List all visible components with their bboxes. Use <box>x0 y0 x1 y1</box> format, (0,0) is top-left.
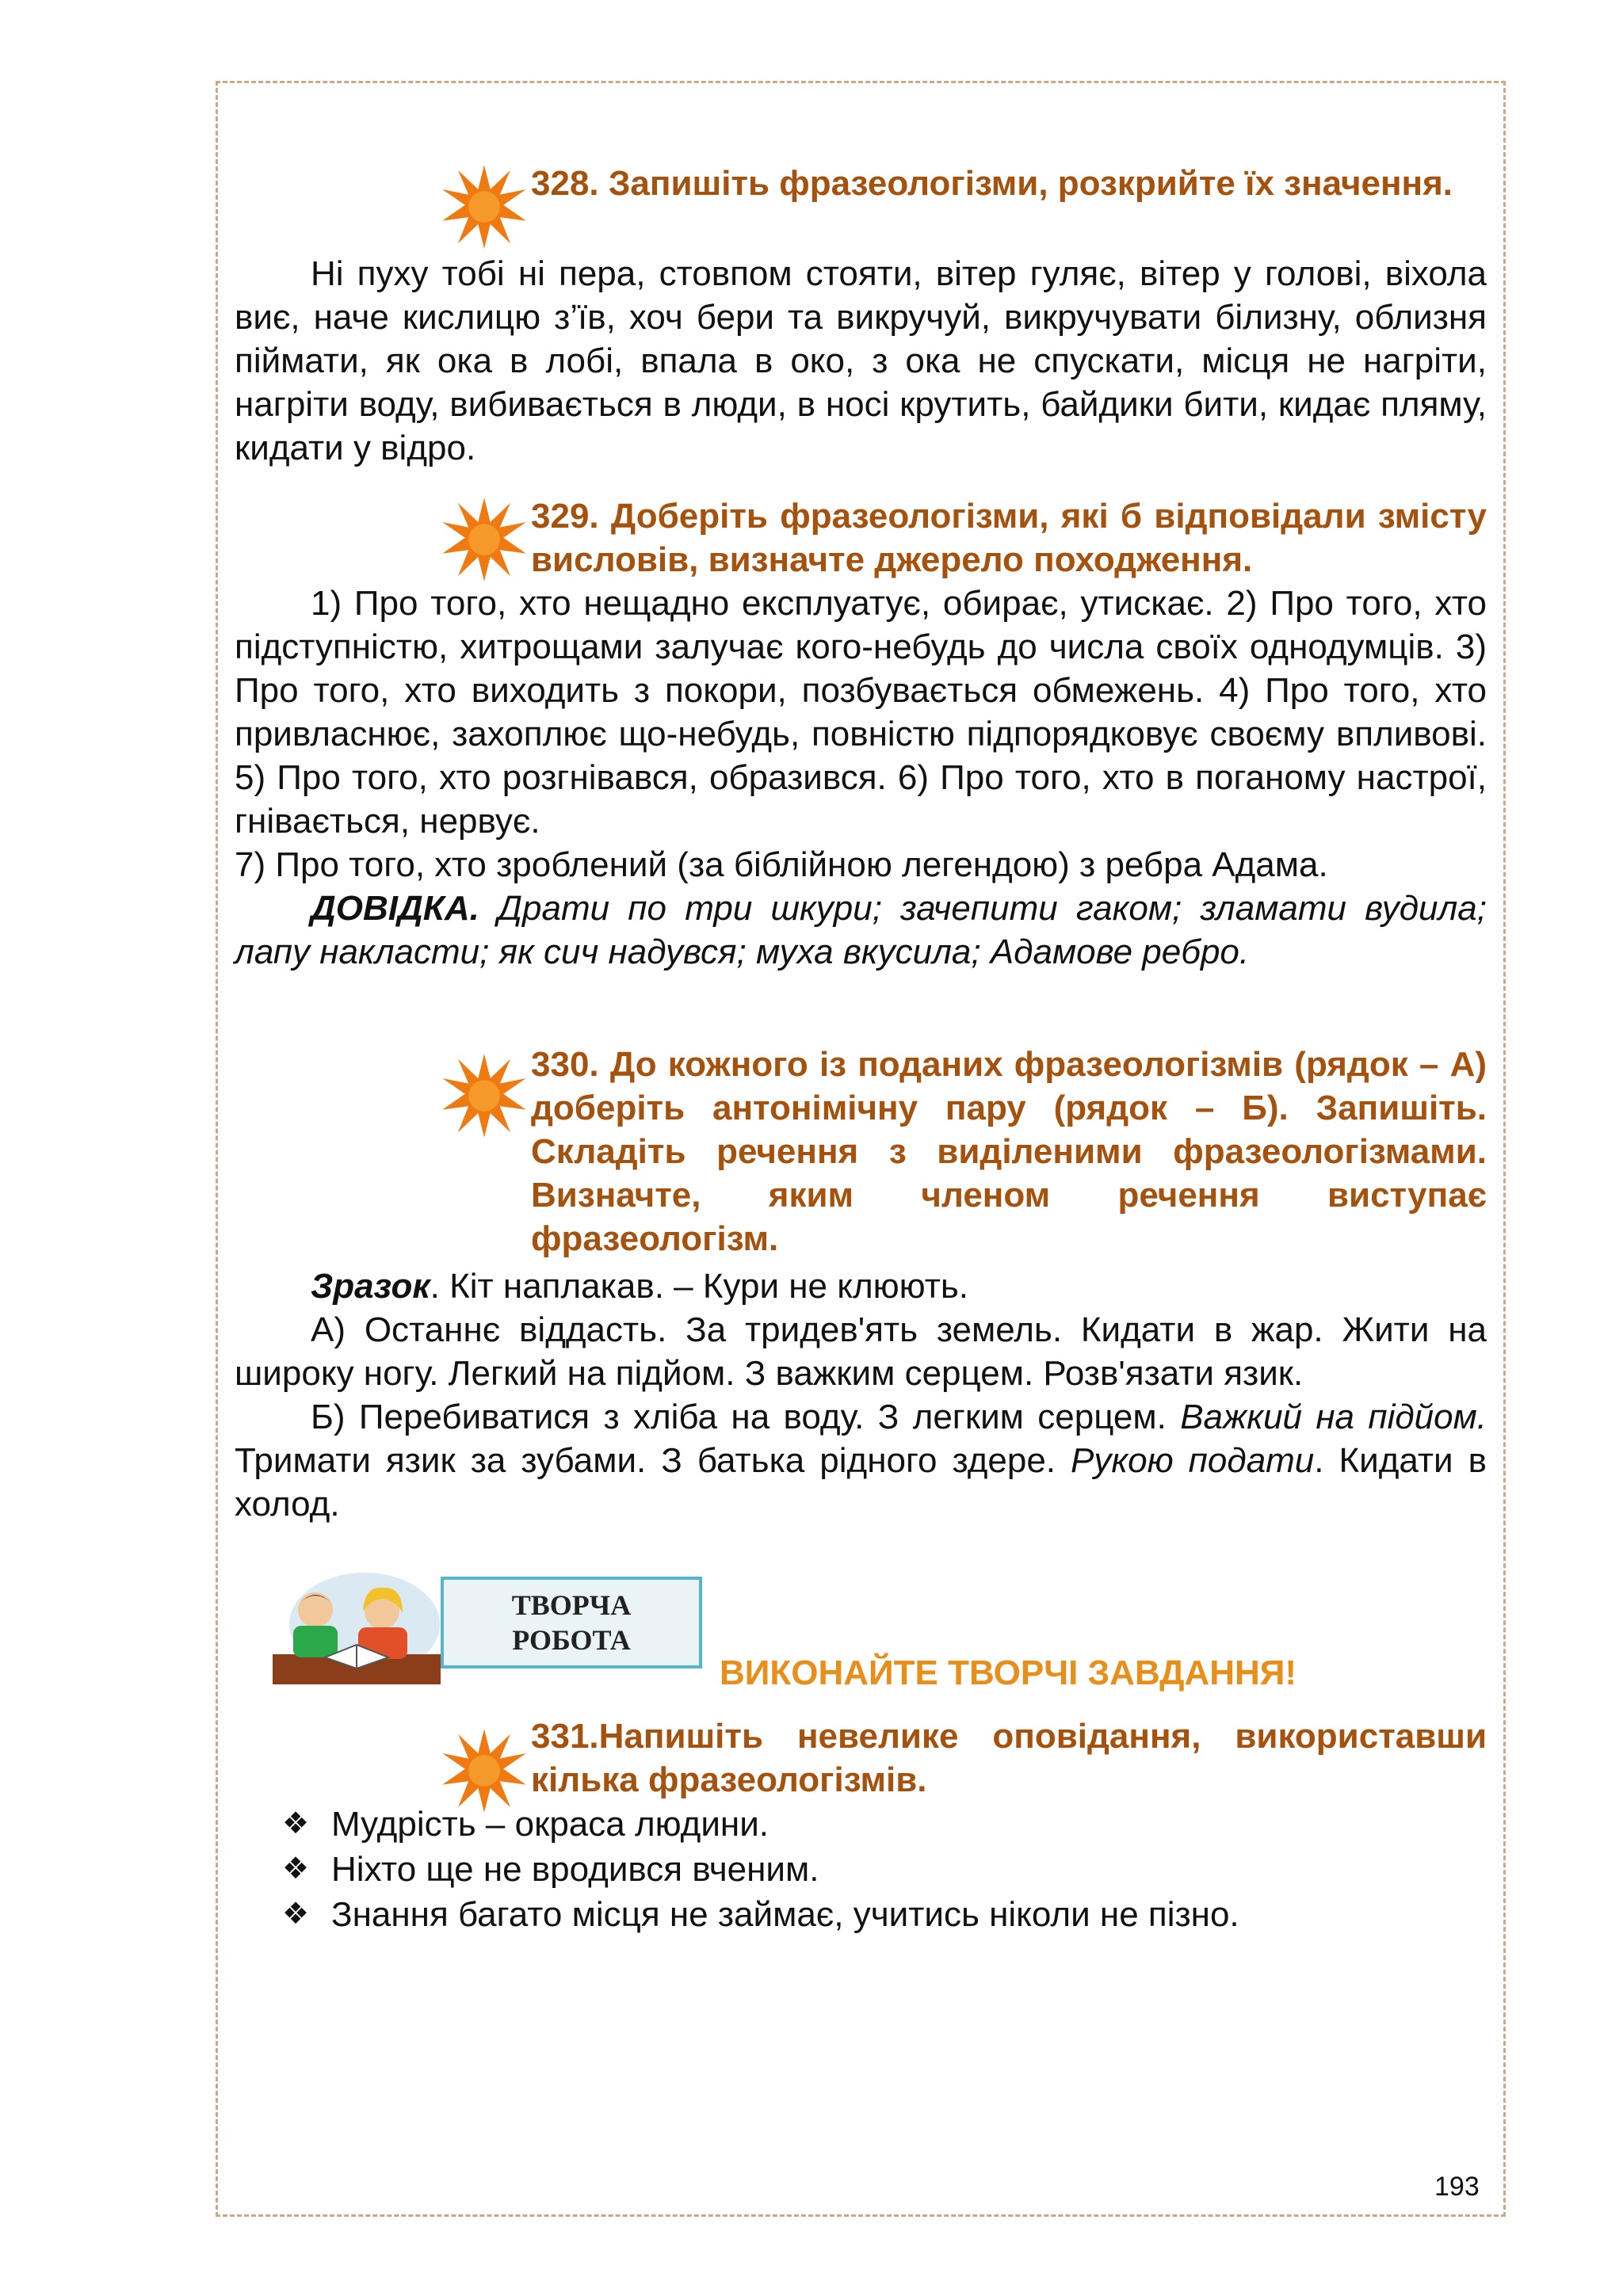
list-item <box>282 1802 1471 1847</box>
task-329-body <box>235 582 1487 974</box>
star-burst-icon <box>441 163 528 250</box>
task-330-line-b <box>235 1395 1487 1526</box>
creative-title: ВИКОНАЙТЕ ТВОРЧІ ЗАВДАННЯ! <box>720 1653 1297 1692</box>
task-329-paragraph: 1) Про того, хто нещадно експлуатує, обирає, утискає. 2) Про того, хто підступністю, хитрощами залучає кого-небудь до числа своїх однодумців. 3) Про того, хто виходить з покори, позбувається обмежень. 4) Про того, хто привласнює, захоплює що-небудь, повністю підпорядковує своєму впливові. 5) Про того, хто розгнівався, образився. 6) Про того, хто в поганому настрої, гнівається, нервує. <box>235 584 1487 841</box>
star-burst-icon <box>441 496 528 583</box>
task-329-reference <box>235 887 1487 974</box>
task-330-heading: 330. До кожного із поданих фразеологізмів (рядок – А) доберіть антонімічну пару (рядок – Б). Запишіть. Складіть речення з виділеними фразеологізмами. Визначте, яким членом речення виступає фразеологізм. <box>531 1045 1487 1258</box>
task-328-body <box>235 252 1487 470</box>
line-b-part: Тримати язик за зубами. З батька рідного здере. <box>235 1441 1071 1480</box>
sample-label: Зразок <box>311 1267 430 1306</box>
badge-line-1: ТВОРЧА <box>511 1589 632 1621</box>
diamond-bullet-icon: ❖ <box>282 1807 310 1840</box>
reference-label: ДОВІДКА. <box>311 889 479 928</box>
children-reading-illustration <box>269 1569 444 1688</box>
badge-line-2: РОБОТА <box>512 1624 631 1656</box>
task-330-body <box>235 1264 1487 1526</box>
page-number: 193 <box>1434 2172 1480 2202</box>
list-item-text: Знання багато місця не займає, учитись ніколи не пізно. <box>331 1895 1239 1934</box>
sample-text: . Кіт наплакав. – Кури не клюють. <box>430 1267 969 1306</box>
list-item <box>282 1847 1471 1892</box>
task-329-paragraph: 7) Про того, хто зроблений (за біблійною легендою) з ребра Адама. <box>235 845 1328 884</box>
task-328-paragraph: Ні пуху тобі ні пера, стовпом стояти, вітер гуляє, вітер у голові, віхола виє, наче кислицю з’їв, хоч бери та викручуй, викручувати білизну, облизня піймати, як ока в лобі, впала в око, з ока не спускати, місця не нагріти, нагріти воду, вибивається в люди, в носі крутить, байдики бити, кидає пляму, кидати у відро. <box>235 254 1487 467</box>
list-item <box>282 1892 1471 1937</box>
task-328-heading: 328. Запишіть фразеологізми, розкрийте їх значення. <box>531 164 1453 203</box>
task-330-line-a: А) Останнє віддасть. За тридев'ять земель. Кидати в жар. Жити на широку ногу. Легкий на підйом. З важким серцем. Розв'язати язик. <box>235 1310 1487 1393</box>
task-329-heading: 329. Доберіть фразеологізми, які б відповідали змісту висловів, визначте джерело походження. <box>531 497 1487 579</box>
star-burst-icon <box>441 1052 528 1139</box>
diamond-bullet-icon: ❖ <box>282 1852 310 1886</box>
reference-text: Драти по три шкури; зачепити гаком; зламати вудила; лапу накласти; як сич надувся; муха вкусила; Адамове ребро. <box>235 889 1487 971</box>
creative-work-badge <box>441 1577 702 1669</box>
proverb-list <box>282 1802 1471 1937</box>
list-item-text: Мудрість – окраса людини. <box>331 1805 769 1844</box>
line-b-part-italic: Важкий на підйом. <box>1180 1398 1487 1436</box>
line-b-part-italic: Рукою подати <box>1071 1441 1315 1480</box>
list-item-text: Ніхто ще не вродився вченим. <box>331 1850 819 1889</box>
diamond-bullet-icon: ❖ <box>282 1897 310 1931</box>
task-330-sample <box>235 1264 1487 1308</box>
line-b-part: Б) Перебиватися з хліба на воду. З легким серцем. <box>311 1398 1181 1436</box>
line-b-part: . Кидати в холод. <box>235 1441 1487 1524</box>
task-331-heading: 331.Напишіть невелике оповідання, використавши кілька фразеологізмів. <box>531 1717 1487 1799</box>
